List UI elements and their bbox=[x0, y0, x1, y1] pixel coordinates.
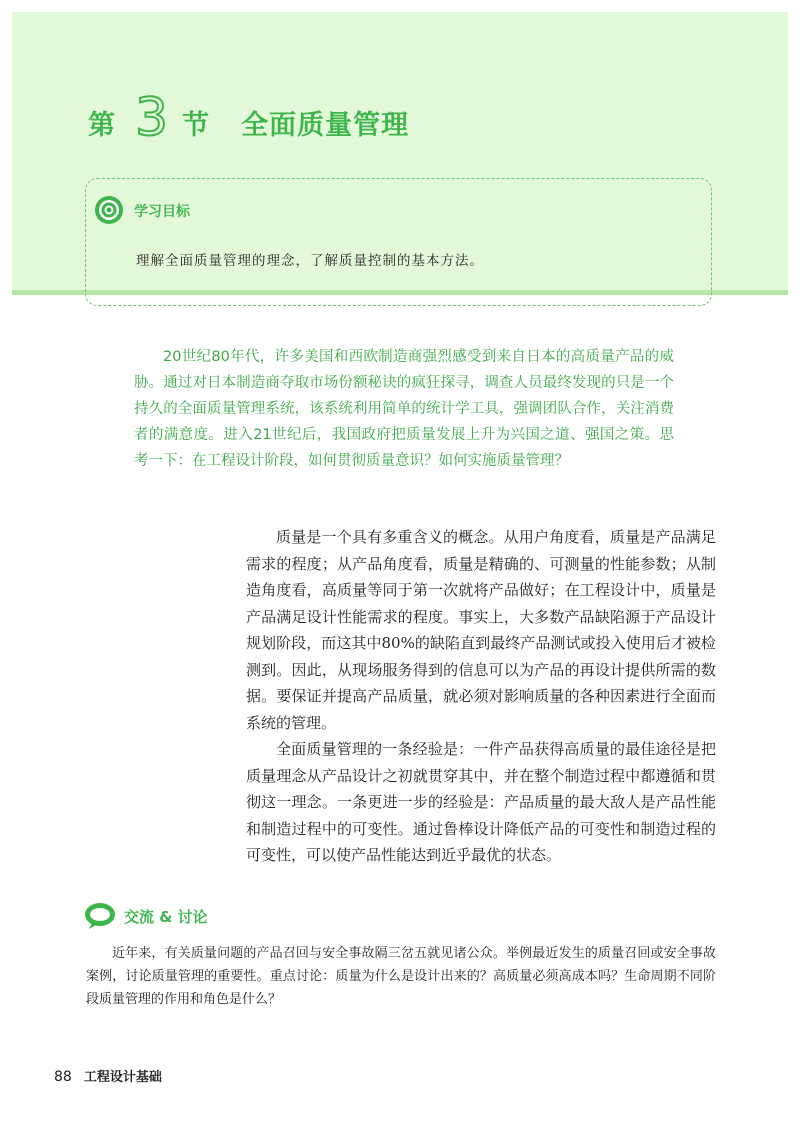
section-title bbox=[88, 88, 410, 152]
target-icon bbox=[94, 195, 124, 225]
body-paragraph: 全面质量管理的一条经验是：一件产品获得高质量的最佳途径是把质量理念从产品设计之初就贯穿其中，并在整个制造过程中都遵循和贯彻这一理念。一条更进一步的经验是：产品质量的最大敌人是产品性能和制造过程中的可变性。通过鲁棒设计降低产品的可变性和制造过程的可变性，可以使产品性能达到近乎最优的状态。 bbox=[246, 740, 716, 864]
intro-paragraph: 20世纪80年代，许多美国和西欧制造商强烈感受到来自日本的高质量产品的威胁。通过对日本制造商夺取市场份额秘诀的疯狂探寻，调查人员最终发现的只是一个持久的全面质量管理系统，该系统利用简单的统计学工具，强调团队合作，关注消费者的满意度。进入21世纪后，我国政府把质量发展上升为兴国之道、强国之策。思考一下：在工程设计阶段，如何贯彻质量意识？如何实施质量管理？ bbox=[134, 349, 674, 469]
page-footer bbox=[54, 1066, 162, 1085]
speech-bubble-icon bbox=[84, 902, 116, 930]
section-suffix: 节 bbox=[182, 109, 210, 141]
section-name: 全面质量管理 bbox=[241, 109, 410, 141]
learning-goal-box bbox=[85, 178, 712, 306]
section-number: 3 bbox=[135, 88, 169, 148]
learning-goal-label: 学习目标 bbox=[134, 204, 190, 220]
body-paragraph: 质量是一个具有多重含义的概念。从用户角度看，质量是产品满足需求的程度；从产品角度看，质量是精确的、可测量的性能参数；从制造角度看，高质量等同于第一次就将产品做好；在工程设计中，质量是产品满足设计性能需求的程度。事实上，大多数产品缺陷源于产品设计规划阶段，而这其中80%的缺陷直到最终产品测试或投入使用后才被检测到。因此，从现场服务得到的信息可以为产品的再设计提供所需的数据。要保证并提高产品质量，就必须对影响质量的各种因素进行全面而系统的管理。 bbox=[246, 528, 716, 732]
learning-goal-text: 理解全面质量管理的理念，了解质量控制的基本方法。 bbox=[136, 253, 484, 269]
section-prefix: 第 bbox=[88, 109, 115, 141]
discussion-text: 近年来，有关质量问题的产品召回与安全事故隔三岔五就见诸公众。举例最近发生的质量召回或安全事故案例，讨论质量管理的重要性。重点讨论：质量为什么是设计出来的？高质量必须高成本吗？生命周期不同阶段质量管理的作用和角色是什么？ bbox=[86, 946, 716, 1007]
body-text bbox=[246, 524, 716, 869]
discussion-label: 交流 & 讨论 bbox=[124, 908, 208, 926]
page-number: 88 bbox=[54, 1069, 72, 1085]
book-title: 工程设计基础 bbox=[83, 1070, 162, 1085]
